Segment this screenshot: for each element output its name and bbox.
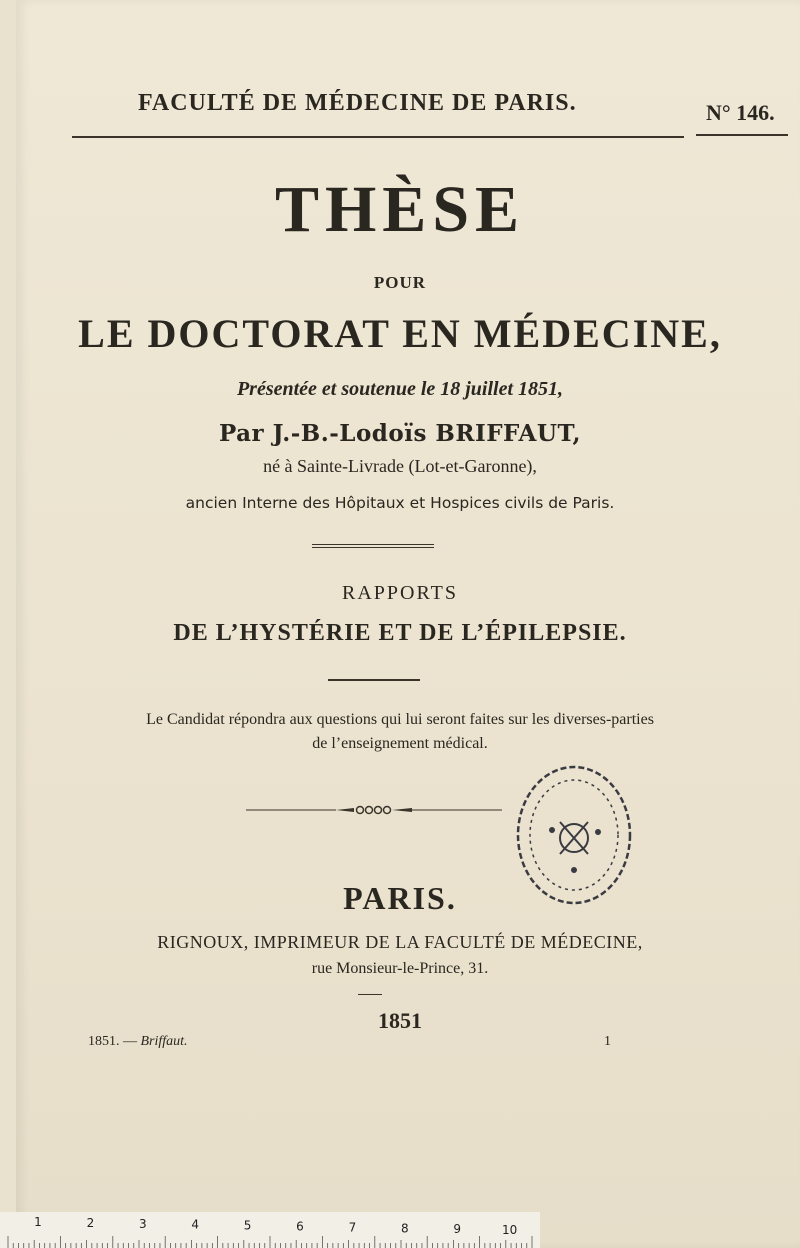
imprint-address: rue Monsieur-le-Prince, 31.	[311, 960, 489, 977]
page-number: 1	[604, 1034, 611, 1049]
subject-rule	[328, 679, 420, 681]
ornament-rule	[312, 544, 434, 548]
year-rule	[358, 994, 382, 995]
ruler-label: 10	[501, 1223, 518, 1238]
pour-label: POUR	[373, 273, 427, 292]
number-rule	[696, 134, 788, 136]
ruler-label: 4	[191, 1217, 200, 1232]
candidat-line-1: Le Candidat répondra aux questions qui lui seront faites sur les diverses-parties	[146, 711, 654, 728]
ruler-label: 8	[400, 1221, 409, 1236]
birthplace-line: né à Sainte-Livrade (Lot-et-Garonne),	[263, 456, 537, 476]
doctorat-title: LE DOCTORAT EN MÉDECINE,	[78, 311, 722, 356]
rapports-heading: RAPPORTS	[342, 582, 458, 604]
thesis-number: N° 146.	[706, 100, 775, 125]
thesis-subject: DE L’HYSTÉRIE ET DE L’ÉPILEPSIE.	[173, 620, 627, 646]
candidat-note	[0, 708, 800, 756]
imprint-city: PARIS.	[343, 880, 457, 916]
faculty-heading: FACULTÉ DE MÉDECINE DE PARIS.	[138, 90, 577, 116]
author-position: ancien Interne des Hôpitaux et Hospices civils de Paris.	[185, 494, 615, 512]
footer-signature	[88, 1034, 188, 1050]
ruler-label: 3	[138, 1216, 147, 1231]
header-rule	[72, 136, 684, 138]
decorative-ornament	[246, 805, 502, 815]
candidat-line-2: de l’enseignement médical.	[312, 735, 488, 752]
author-line: Par J.-B.-Lodoïs BRIFFAUT,	[218, 420, 582, 447]
imprint-printer: RIGNOUX, IMPRIMEUR DE LA FACULTÉ DE MÉDECINE,	[157, 932, 643, 952]
ruler-label: 2	[86, 1215, 95, 1230]
footer-year: 1851. —	[88, 1034, 137, 1049]
ruler-label: 7	[348, 1220, 357, 1235]
imprint-year: 1851	[378, 1008, 422, 1033]
ruler-label: 5	[243, 1218, 252, 1233]
measurement-ruler	[0, 1212, 540, 1248]
ruler-label: 1	[34, 1215, 42, 1229]
presentation-date: Présentée et soutenue le 18 juillet 1851,	[236, 378, 564, 400]
these-title: THÈSE	[274, 173, 526, 246]
ruler-label: 6	[296, 1219, 304, 1234]
footer-author: Briffaut.	[140, 1034, 188, 1049]
ruler-label: 9	[453, 1222, 462, 1237]
